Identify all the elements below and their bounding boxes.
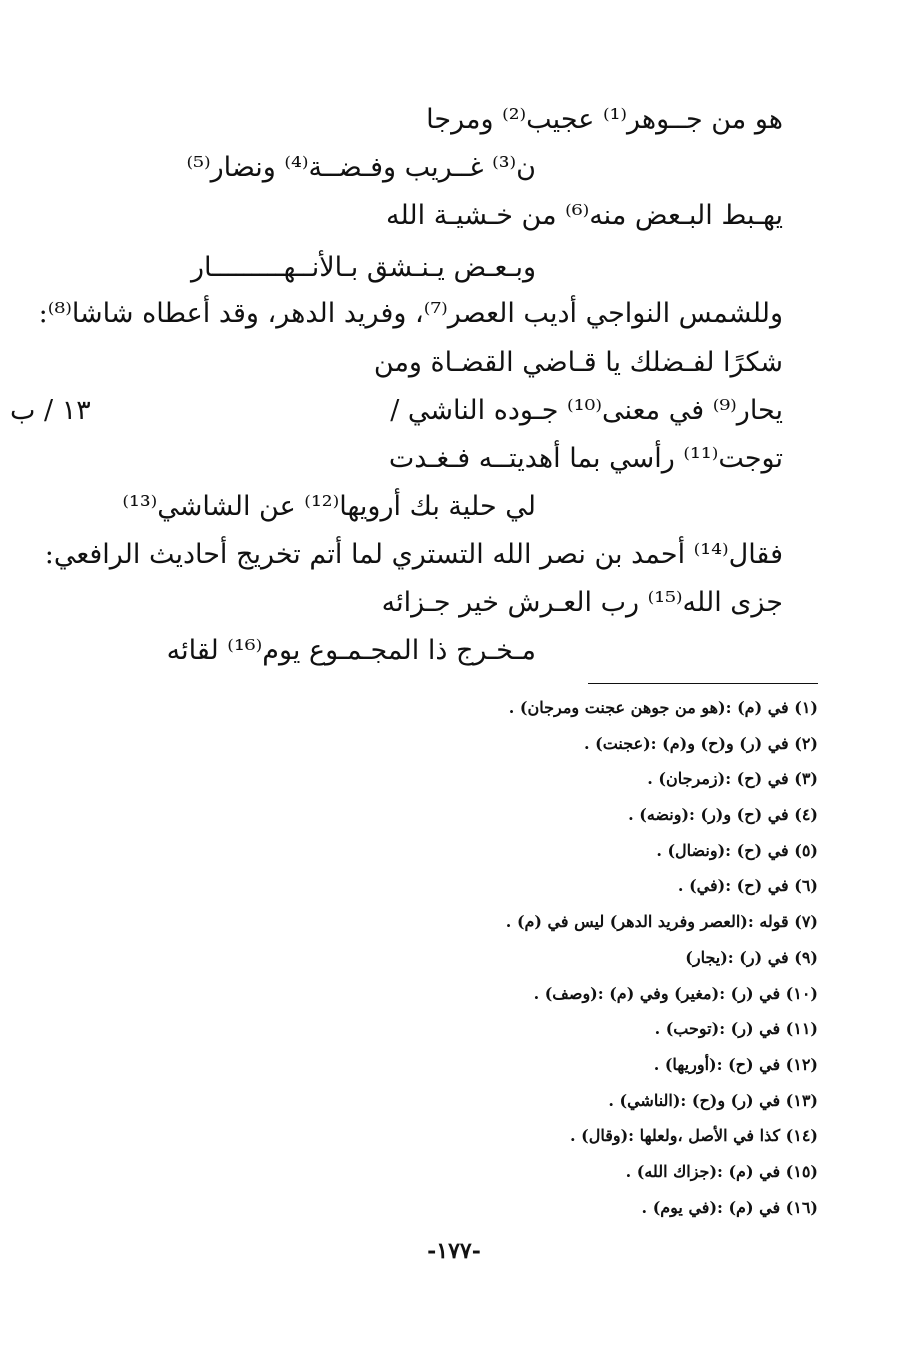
footnote-item: (١٤) كذا في الأصل ،ولعلها :(وقال) . bbox=[570, 1126, 818, 1146]
footnote-item: (٣) في (ح) :(زمرجان) . bbox=[647, 769, 818, 789]
footnote-item: (٦) في (ح) :(في) . bbox=[677, 876, 818, 896]
verse-line-8: لي حلية بك أرويها⁽¹²⁾ عن الشاشي⁽¹³⁾ bbox=[122, 491, 536, 522]
footnote-item: (١٥) في (م) :(جزاك الله) . bbox=[625, 1161, 818, 1181]
prose-line-1: وللشمس النواجي أديب العصر⁽⁷⁾، وفريد الدهر، وقد أعطاه شاشا⁽⁸⁾: bbox=[38, 298, 783, 329]
verse-line-1: هو من جــوهر⁽¹⁾ عجيب⁽²⁾ ومرجا bbox=[426, 104, 783, 135]
verse-line-3: يهـبط البـعض منه⁽⁶⁾ من خـشيـة الله bbox=[385, 200, 783, 231]
verse-line-6: يحار⁽⁹⁾ في معنى⁽¹⁰⁾ جـوده الناشي / bbox=[390, 395, 783, 426]
footnote-item: (٤) في (ح) و(ر) :(ونضه) . bbox=[628, 805, 818, 825]
footnote-item: (١٣) في (ر) و(ح) :(الناشي) . bbox=[608, 1090, 818, 1110]
footnote-item: (٧) قوله :(العصر وفريد الدهر) ليس في (م) . bbox=[505, 912, 818, 932]
verse-line-2: ن⁽³⁾ غــريب وفـضــة⁽⁴⁾ ونضار⁽⁵⁾ bbox=[186, 152, 536, 183]
footnote-item: (١١) في (ر) :(توحب) . bbox=[654, 1019, 818, 1039]
verse-line-9: جزى الله⁽¹⁵⁾ رب العـرش خير جـزائه bbox=[381, 587, 783, 618]
footnote-item: (٢) في (ر) و(ح) و(م) :(عجنت) . bbox=[583, 733, 818, 753]
footnote-item: (١٢) في (ح) :(أوريها) . bbox=[653, 1054, 818, 1074]
page-number: -١٧٧- bbox=[427, 1238, 481, 1264]
footnote-item: (١٦) في (م) :(في يوم) . bbox=[641, 1197, 818, 1217]
prose-line-2: فقال⁽¹⁴⁾ أحمد بن نصر الله التستري لما أتم تخريج أحاديث الرافعي: bbox=[44, 539, 783, 570]
footnote-item: (١) في (م) :(هو من جوهن عجنت ومرجان) . bbox=[508, 698, 818, 717]
verse-line-4: وبـعـض يـنـشق بـالأنــهـــــــــار bbox=[190, 252, 536, 283]
footnote-divider bbox=[588, 683, 818, 684]
footnote-item: (٥) في (ح) :(ونضال) . bbox=[656, 840, 818, 860]
verse-line-5: شكرًا لفـضلك يا قـاضي القضـاة ومن bbox=[373, 347, 783, 378]
verse-line-10: مـخـرج ذا المجـمـوع يوم⁽¹⁶⁾ لقائه bbox=[166, 635, 536, 666]
folio-margin-note: ١٣ / ب bbox=[10, 395, 91, 426]
footnote-item: (٩) في (ر) :(يجار) bbox=[685, 947, 818, 967]
footnotes-list bbox=[98, 690, 818, 1225]
footnote-item: (١٠) في (ر) :(مغير) وفي (م) :(وصف) . bbox=[533, 983, 818, 1003]
verse-line-7: توجت⁽¹¹⁾ رأسي بما أهديتــه فـغـدت bbox=[388, 443, 783, 474]
